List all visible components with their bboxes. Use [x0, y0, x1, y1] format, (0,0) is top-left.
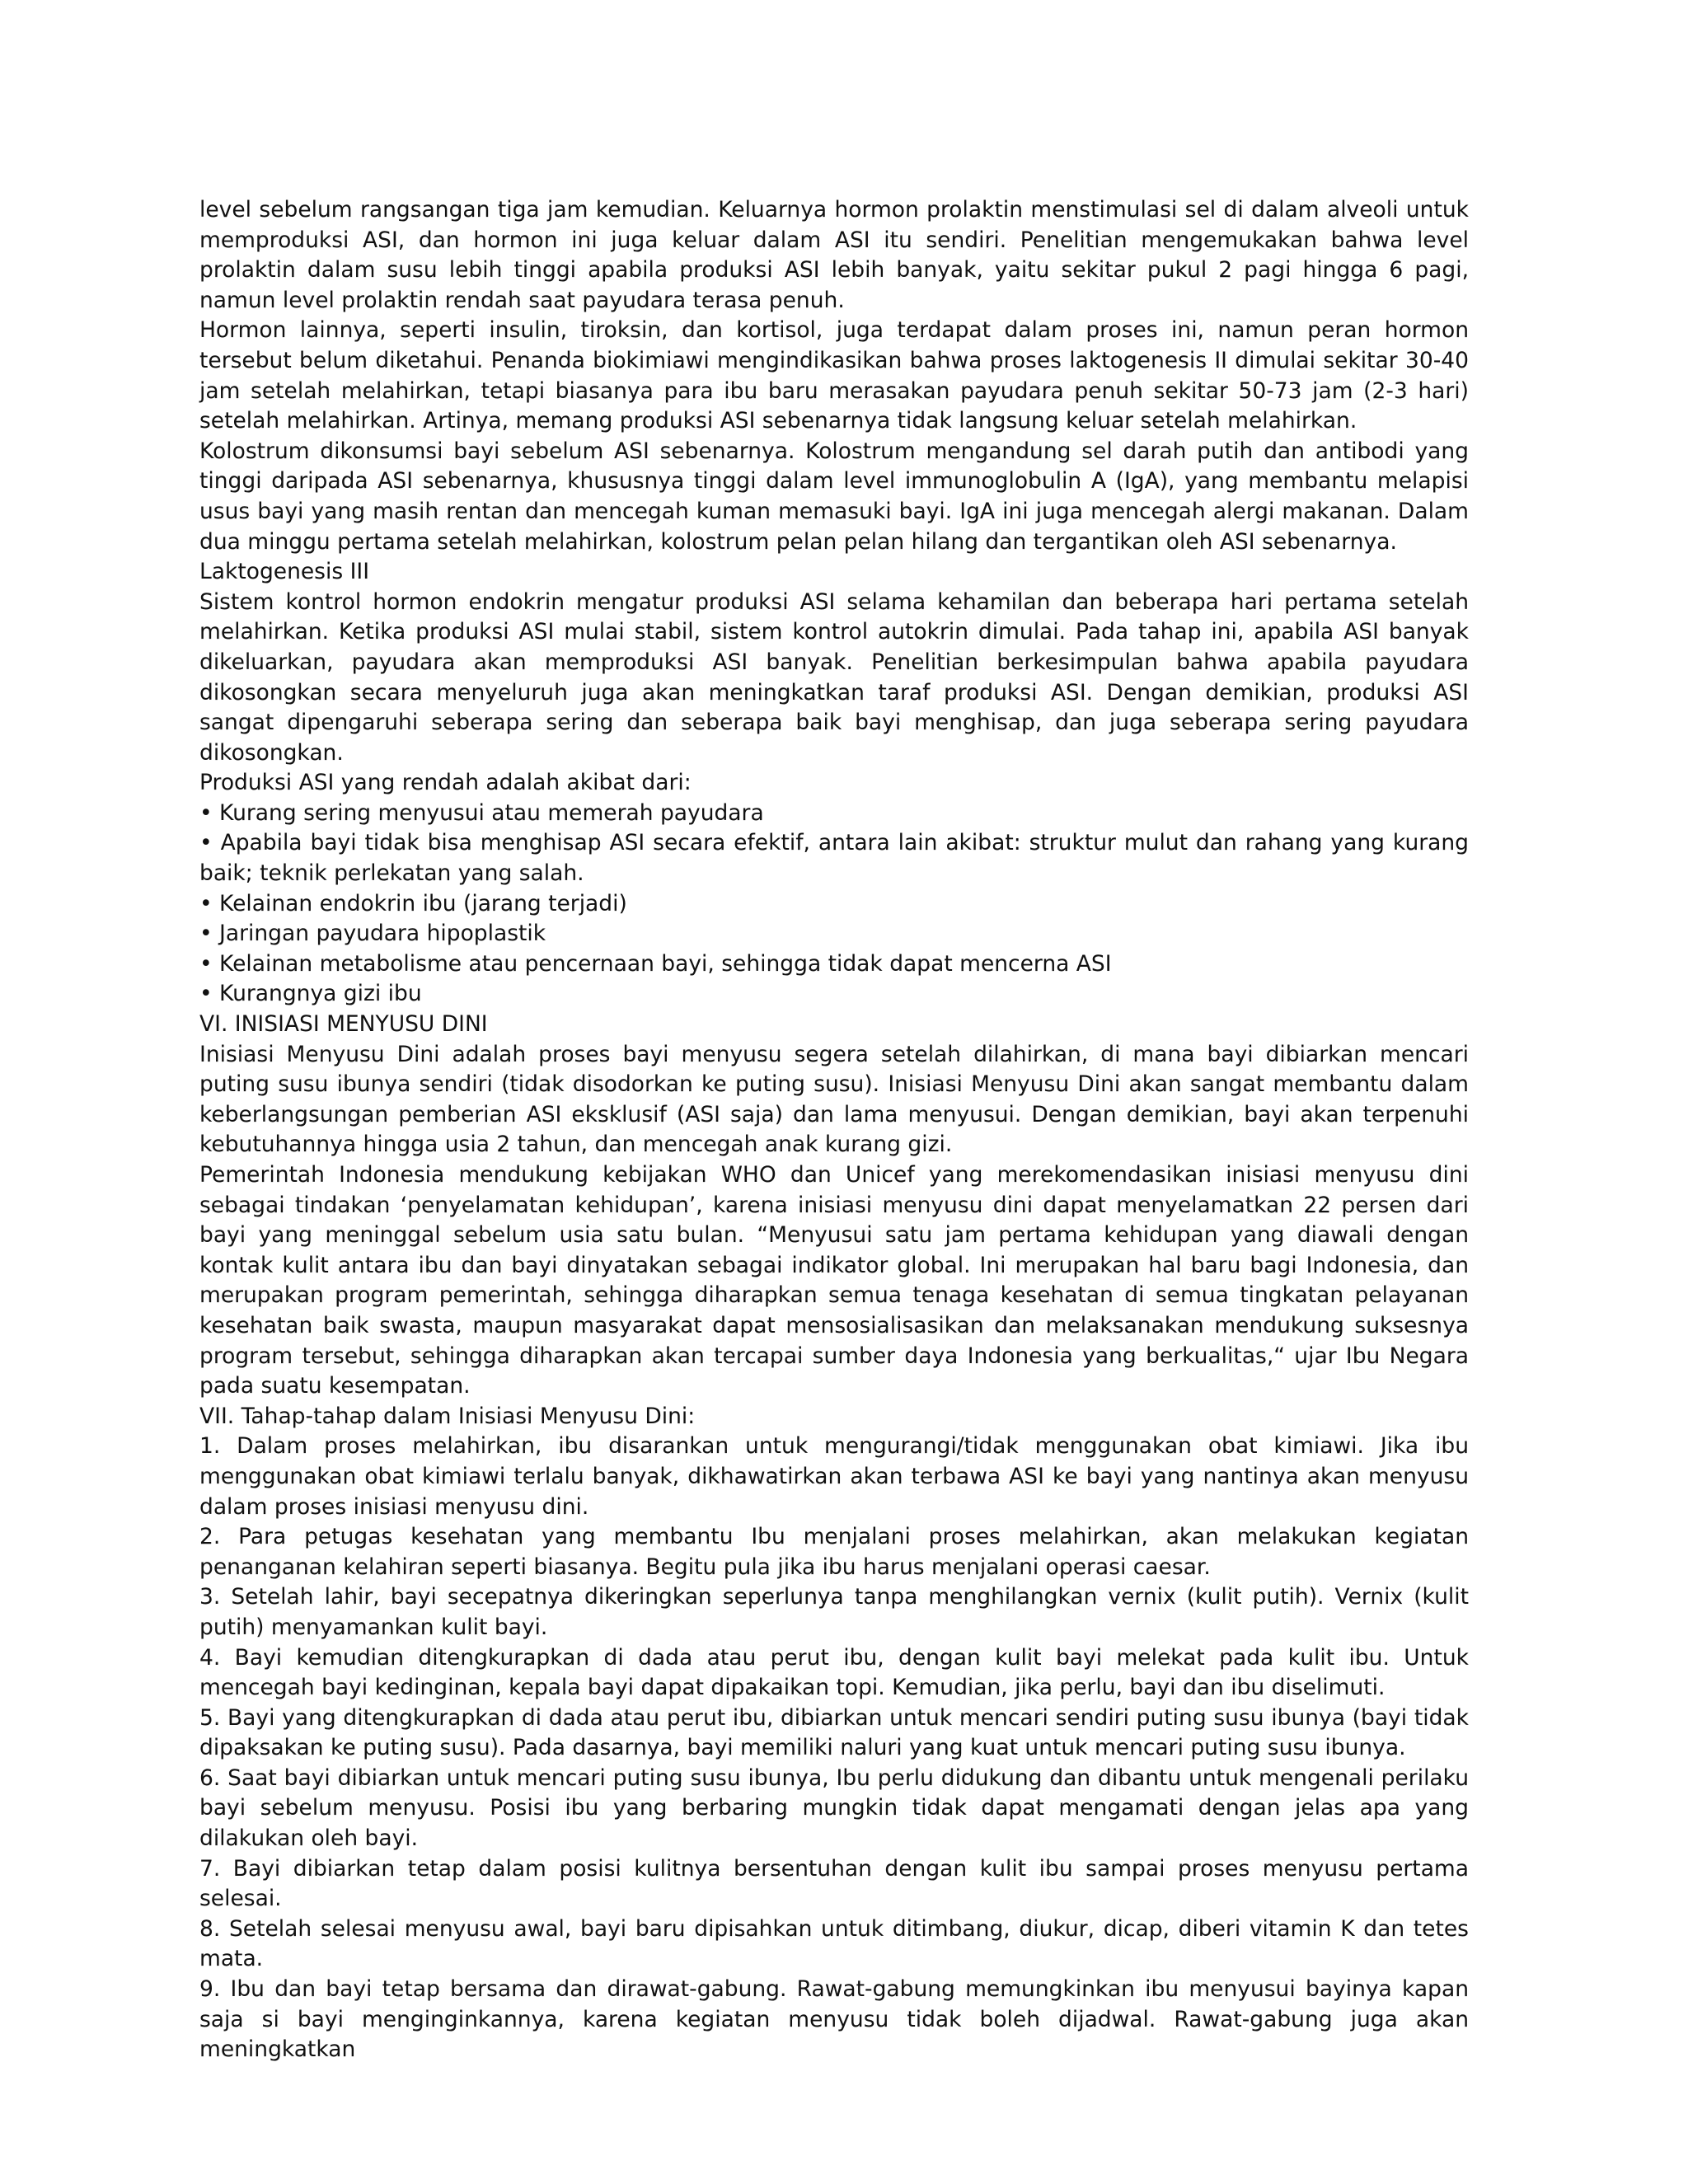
bullet-item: • Kelainan endokrin ibu (jarang terjadi) — [199, 890, 627, 916]
list-step: 7. Bayi dibiarkan tetap dalam posisi kulitnya bersentuhan dengan kulit ibu sampai proses menyusu pertama selesai. — [199, 1855, 1469, 1912]
list-step: 1. Dalam proses melahirkan, ibu disarankan untuk mengurangi/tidak menggunakan obat kimiawi. Jika ibu menggunakan obat kimiawi terlalu banyak, dikhawatirkan akan terbawa ASI ke bayi yang nantinya akan menyusu dalam proses inisiasi menyusu dini. — [199, 1433, 1469, 1520]
bullet-item: • Jaringan payudara hipoplastik — [199, 921, 546, 947]
heading-laktogenesis-iii: Laktogenesis III — [199, 559, 370, 585]
list-step: 5. Bayi yang ditengkurapkan di dada atau perut ibu, dibiarkan untuk mencari sendiri puting susu ibunya (bayi tidak dipaksakan ke puting susu). Pada dasarnya, bayi memiliki naluri yang kuat untuk mencari puting susu ibunya. — [199, 1704, 1469, 1761]
document-page — [199, 195, 1469, 2065]
paragraph-hormon-lainnya: Hormon lainnya, seperti insulin, tiroksin, dan kortisol, juga terdapat dalam proses ini, namun peran hormon tersebut belum diketahui. Penanda biokimiawi mengindikasikan bahwa proses laktogenesis II dimulai sekitar 30-40 jam setelah melahirkan, tetapi biasanya para ibu baru merasakan payudara penuh sekitar 50-73 jam (2-3 hari) setelah melahirkan. Artinya, memang produksi ASI sebenarnya tidak langsung keluar setelah melahirkan. — [199, 317, 1469, 434]
list-step: 2. Para petugas kesehatan yang membantu Ibu menjalani proses melahirkan, akan melakukan kegiatan penanganan kelahiran seperti biasanya. Begitu pula jika ibu harus menjalani operasi caesar. — [199, 1524, 1469, 1580]
paragraph-sistem-kontrol: Sistem kontrol hormon endokrin mengatur produksi ASI selama kehamilan dan beberapa hari pertama setelah melahirkan. Ketika produksi ASI mulai stabil, sistem kontrol autokrin dimulai. Pada tahap ini, apabila ASI banyak dikeluarkan, payudara akan memproduksi ASI banyak. Penelitian berkesimpulan bahwa apabila payudara dikosongkan secara menyeluruh juga akan meningkatkan taraf produksi ASI. Dengan demikian, produksi ASI sangat dipengaruhi seberapa sering dan seberapa baik bayi menghisap, dan juga seberapa sering payudara dikosongkan. — [199, 588, 1469, 766]
list-step: 8. Setelah selesai menyusu awal, bayi baru dipisahkan untuk ditimbang, diukur, dicap, diberi vitamin K dan tetes mata. — [199, 1915, 1469, 1972]
paragraph-pemerintah: Pemerintah Indonesia mendukung kebijakan WHO dan Unicef yang merekomendasikan inisiasi menyusu dini sebagai tindakan ‘penyelamatan kehidupan’, karena inisiasi menyusu dini dapat menyelamatkan 22 persen dari bayi yang meninggal sebelum usia satu bulan. “Menyusui satu jam pertama kehidupan yang diawali dengan kontak kulit antara ibu dan bayi dinyatakan sebagai indikator global. Ini merupakan hal baru bagi Indonesia, dan merupakan program pemerintah, sehingga diharapkan semua tenaga kesehatan di semua tingkatan pelayanan kesehatan baik swasta, maupun masyarakat dapat mensosialisasikan dan melaksanakan mendukung suksesnya program tersebut, sehingga diharapkan akan tercapai sumber daya Indonesia yang berkualitas,“ ujar Ibu Negara pada suatu kesempatan. — [199, 1162, 1469, 1399]
list-step: 9. Ibu dan bayi tetap bersama dan dirawat-gabung. Rawat-gabung memungkinkan ibu menyusui bayinya kapan saja si bayi menginginkannya, karena kegiatan menyusu tidak boleh dijadwal. Rawat-gabung juga akan meningkatkan — [199, 1976, 1469, 2063]
list-step: 3. Setelah lahir, bayi secepatnya dikeringkan seperlunya tanpa menghilangkan vernix (kulit putih). Vernix (kulit putih) menyamankan kulit bayi. — [199, 1584, 1469, 1640]
heading-tahap-tahap: VII. Tahap-tahap dalam Inisiasi Menyusu Dini: — [199, 1403, 696, 1429]
bullet-item: • Kelainan metabolisme atau pencernaan bayi, sehingga tidak dapat mencerna ASI — [199, 950, 1112, 977]
list-step: 4. Bayi kemudian ditengkurapkan di dada atau perut ibu, dengan kulit bayi melekat pada kulit ibu. Untuk mencegah bayi kedinginan, kepala bayi dapat dipakaikan topi. Kemudian, jika perlu, bayi dan ibu diselimuti. — [199, 1644, 1469, 1701]
heading-inisiasi-menyusu-dini: VI. INISIASI MENYUSU DINI — [199, 1011, 488, 1038]
bullet-item: • Kurangnya gizi ibu — [199, 981, 422, 1007]
paragraph-imd-definisi: Inisiasi Menyusu Dini adalah proses bayi menyusu segera setelah dilahirkan, di mana bayi dibiarkan mencari puting susu ibunya sendiri (tidak disodorkan ke puting susu). Inisiasi Menyusu Dini akan sangat membantu dalam keberlangsungan pemberian ASI eksklusif (ASI saja) dan lama menyusui. Dengan demikian, bayi akan terpenuhi kebutuhannya hingga usia 2 tahun, dan mencegah anak kurang gizi. — [199, 1041, 1469, 1158]
bullet-item: • Kurang sering menyusui atau memerah payudara — [199, 799, 764, 826]
list-step: 6. Saat bayi dibiarkan untuk mencari puting susu ibunya, Ibu perlu didukung dan dibantu untuk mengenali perilaku bayi sebelum menyusu. Posisi ibu yang berbaring mungkin tidak dapat mengamati dengan jelas apa yang dilakukan oleh bayi. — [199, 1765, 1469, 1852]
paragraph-prolaktin: level sebelum rangsangan tiga jam kemudian. Keluarnya hormon prolaktin menstimulasi sel di dalam alveoli untuk memproduksi ASI, dan hormon ini juga keluar dalam ASI itu sendiri. Penelitian mengemukakan bahwa level prolaktin dalam susu lebih tinggi apabila produksi ASI lebih banyak, yaitu sekitar pukul 2 pagi hingga 6 pagi, namun level prolaktin rendah saat payudara terasa penuh. — [199, 197, 1469, 313]
paragraph-produksi-rendah: Produksi ASI yang rendah adalah akibat dari: — [199, 770, 692, 796]
bullet-item: • Apabila bayi tidak bisa menghisap ASI secara efektif, antara lain akibat: struktur mulut dan rahang yang kurang baik; teknik perlekatan yang salah. — [199, 830, 1469, 887]
paragraph-kolostrum: Kolostrum dikonsumsi bayi sebelum ASI sebenarnya. Kolostrum mengandung sel darah putih dan antibodi yang tinggi daripada ASI sebenarnya, khususnya tinggi dalam level immunoglobulin A (IgA), yang membantu melapisi usus bayi yang masih rentan dan mencegah kuman memasuki bayi. IgA ini juga mencegah alergi makanan. Dalam dua minggu pertama setelah melahirkan, kolostrum pelan pelan hilang dan tergantikan oleh ASI sebenarnya. — [199, 438, 1469, 555]
